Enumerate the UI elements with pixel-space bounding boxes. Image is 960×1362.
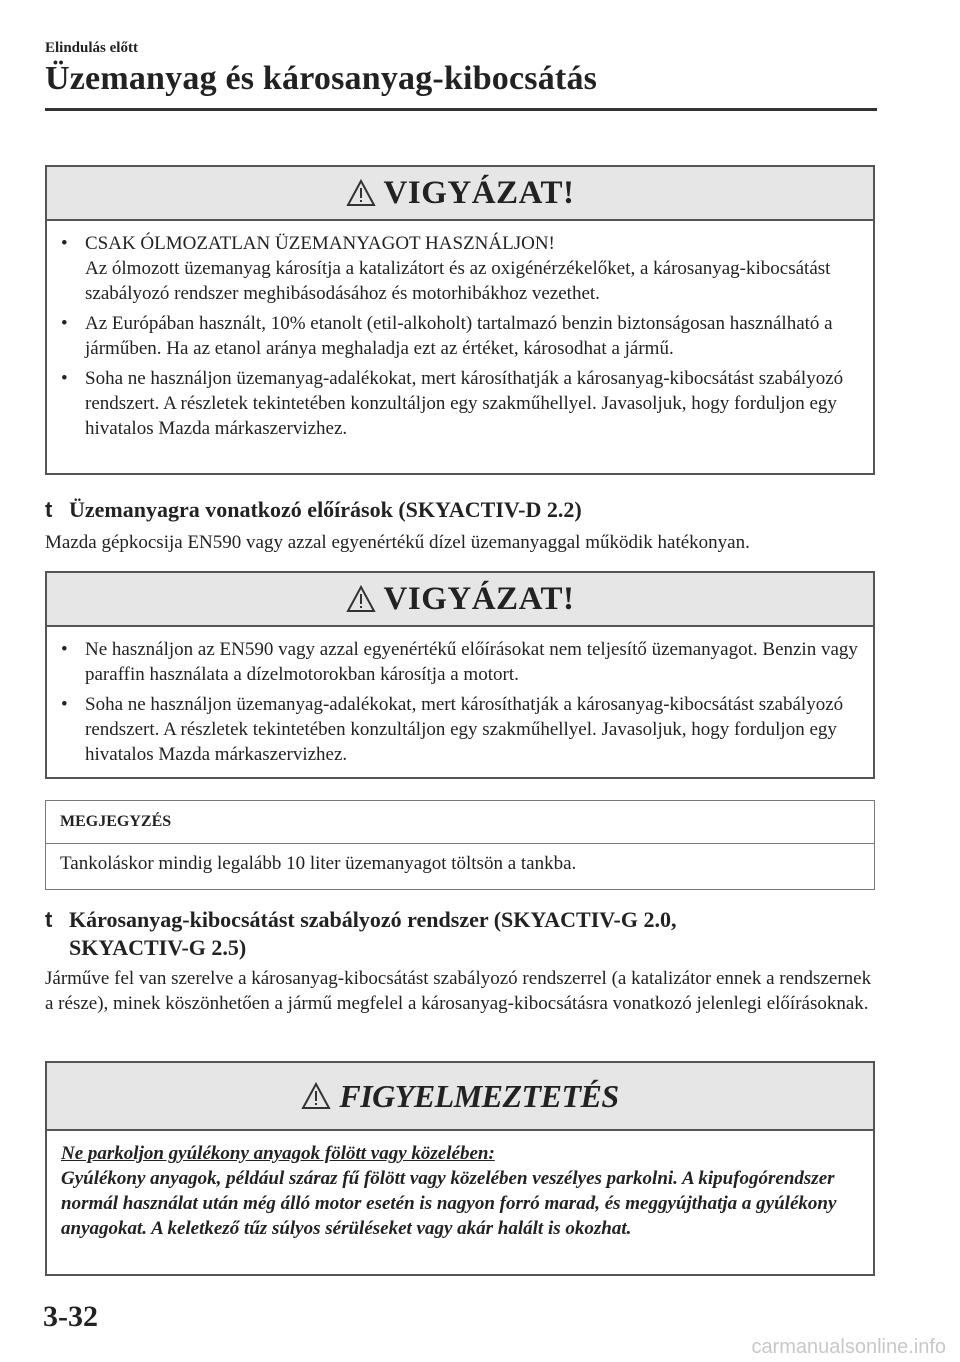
section-heading-text: Üzemanyagra vonatkozó előírások (SKYACTIV-D 2.2) xyxy=(69,497,582,522)
note-text: Tankoláskor mindig legalább 10 liter üzemanyagot töltsön a tankba. xyxy=(60,853,577,874)
section-marker: t xyxy=(45,497,53,522)
warning-box xyxy=(45,1061,875,1276)
warning-triangle-icon xyxy=(301,1082,331,1110)
bullet-dot-icon: • xyxy=(61,233,68,254)
section-heading-text: Károsanyag-kibocsátást szabályozó rendszer (SKYACTIV-G 2.0, xyxy=(69,907,677,932)
section-marker: t xyxy=(45,907,53,932)
warning-text: Gyúlékony anyagok, például száraz fű fölött vagy közelében veszélyes parkolni. A kipufogórendszer normál használat után még álló motor esetén is nagyon forró marad, és meggyújthatja a gyúlékony anyagokat. A keletkező tűz súlyos sérüléseket vagy akár halált is okozhat. xyxy=(61,1168,837,1239)
section-heading-emission xyxy=(45,906,676,962)
breadcrumb: Elindulás előtt xyxy=(45,40,138,56)
warning-triangle-icon xyxy=(346,585,376,613)
watermark: carmanualsonline.info xyxy=(751,1336,946,1358)
caution-item xyxy=(61,231,859,306)
caution-item-text: Az ólmozott üzemanyag károsítja a katalizátort és az oxigénérzékelőket, a károsanyag-kibocsátást szabályozó rendszer meghibásodásához és motorhibákhoz vezethet. xyxy=(85,258,831,304)
caution-item xyxy=(61,637,859,687)
note-box xyxy=(45,800,875,890)
caution-body-1 xyxy=(47,221,873,456)
warning-header xyxy=(47,1063,873,1131)
caution-item xyxy=(61,311,859,361)
caution-box-2 xyxy=(45,571,875,779)
bullet-dot-icon: • xyxy=(61,694,68,715)
caution-item xyxy=(61,692,859,767)
warning-subheading: Ne parkoljon gyúlékony anyagok fölött vagy közelében: xyxy=(61,1143,495,1164)
caution-item-text: Soha ne használjon üzemanyag-adalékokat, mert károsíthatják a károsanyag-kibocsátást szabályozó rendszert. A részletek tekintetében konzultáljon egy szakműhellyel. Javasoljuk, hogy forduljon egy hivatalos Mazda márkaszervizhez. xyxy=(85,694,844,765)
section-heading-diesel xyxy=(45,496,582,524)
caution-item-lead: CSAK ÓLMOZATLAN ÜZEMANYAGOT HASZNÁLJON! xyxy=(85,233,555,254)
page-number: 3-32 xyxy=(43,1300,98,1333)
section-paragraph-diesel: Mazda gépkocsija EN590 vagy azzal egyenértékű dízel üzemanyaggal működik hatékonyan. xyxy=(45,532,750,553)
caution-item-text: Az Európában használt, 10% etanolt (etil-alkoholt) tartalmazó benzin biztonságosan használható a járműben. Ha az etanol aránya meghaladja ezt az értéket, károsodhat a jármű. xyxy=(85,313,833,359)
bullet-dot-icon: • xyxy=(61,313,68,334)
caution-heading-1: VIGYÁZAT! xyxy=(383,174,575,211)
caution-body-2 xyxy=(47,627,873,782)
warning-body xyxy=(47,1131,873,1251)
page-title: Üzemanyag és károsanyag-kibocsátás xyxy=(45,60,598,97)
warning-triangle-icon xyxy=(346,179,376,207)
caution-header-2 xyxy=(47,573,873,627)
section-heading-text-cont: SKYACTIV-G 2.5) xyxy=(69,935,247,960)
caution-item-text: Ne használjon az EN590 vagy azzal egyenértékű előírásokat nem teljesítő üzemanyagot. Benzin vagy paraffin használata a dízelmotorokban károsítja a motort. xyxy=(85,639,858,685)
bullet-dot-icon: • xyxy=(61,368,68,389)
section-paragraph-emission: Járműve fel van szerelve a károsanyag-kibocsátást szabályozó rendszerrel (a katalizátor ennek a rendszernek a része), minek köszönhetően a jármű megfelel a károsanyag-kibocsátásra vonatkozó jelenlegi előírásoknak. xyxy=(45,968,872,1014)
caution-box-1 xyxy=(45,165,875,475)
bullet-dot-icon: • xyxy=(61,639,68,660)
title-divider xyxy=(45,108,877,111)
caution-heading-2: VIGYÁZAT! xyxy=(383,580,575,617)
caution-item-text: Soha ne használjon üzemanyag-adalékokat, mert károsíthatják a károsanyag-kibocsátást szabályozó rendszert. A részletek tekintetében konzultáljon egy szakműhellyel. Javasoljuk, hogy forduljon egy hivatalos Mazda márkaszervizhez. xyxy=(85,368,844,439)
caution-item xyxy=(61,366,859,441)
note-heading: MEGJEGYZÉS xyxy=(46,801,874,844)
warning-heading: FIGYELMEZTETÉS xyxy=(339,1077,619,1114)
caution-header-1 xyxy=(47,167,873,221)
